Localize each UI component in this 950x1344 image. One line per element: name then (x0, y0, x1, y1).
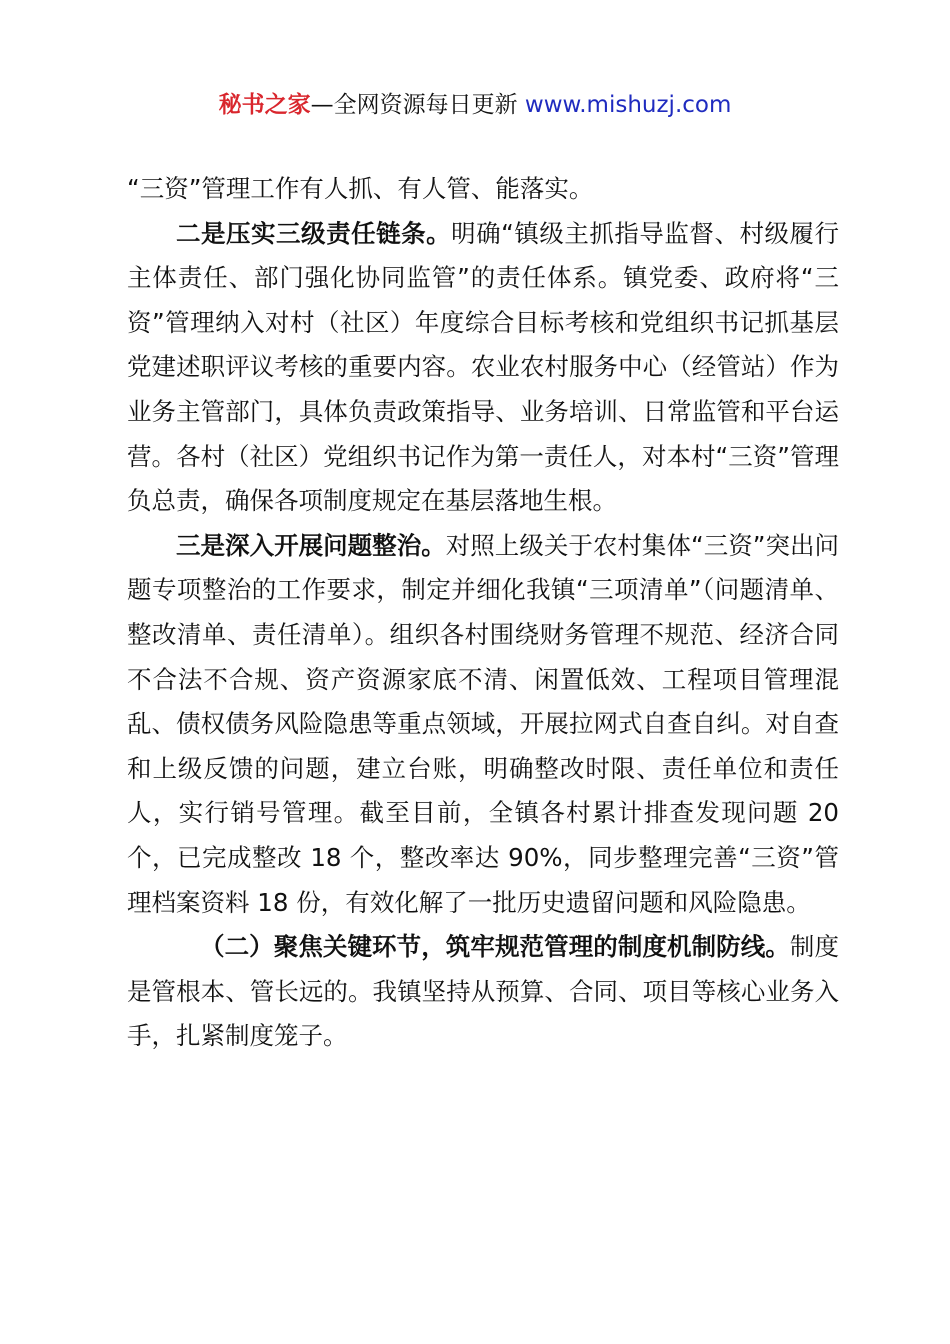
brand-name: 秘书之家 (218, 92, 311, 118)
paragraph-lead: 三是深入开展问题整治。 (176, 530, 446, 560)
paragraph-text: 明确“镇级主抓指导监督、村级履行主体责任、部门强化协同监管”的责任体系。镇党委、政府将“三资”管理纳入对村（社区）年度综合目标考核和党组织书记抓基层党建述职评议考核的重要内容。农业农村服务中心（经管站）作为业务主管部门，具体负责政策指导、业务培训、日常监管和平台运营。各村（社区）党组织书记作为第一责任人，对本村“三资”管理负总责，确保各项制度规定在基层落地生根。 (127, 218, 839, 516)
paragraph-lead: 二是压实三级责任链条。 (176, 218, 452, 248)
document-body (127, 167, 839, 1059)
paragraph-text: 对照上级关于农村集体“三资”突出问题专项整治的工作要求，制定并细化我镇“三项清单”（问题清单、整改清单、责任清单）。组织各村围绕财务管理不规范、经济合同不合法不合规、资产资源家底不清、闲置低效、工程项目管理混乱、债权债务风险隐患等重点领域，开展拉网式自查自纠。对自查和上级反馈的问题，建立台账，明确整改时限、责任单位和责任人，实行销号管理。截至目前，全镇各村累计排查发现问题 20 个，已完成整改 18 个，整改率达 90%，同步整理完善“三资”管理档案资料 18 份，有效化解了一批历史遗留问题和风险隐患。 (127, 530, 839, 917)
section-heading: （二）聚焦关键环节，筑牢规范管理的制度机制防线。 (200, 932, 790, 962)
page-header (0, 88, 950, 122)
paragraph-responsibility-chain (127, 212, 839, 524)
paragraph-text: 制度是管根本、管长远的。我镇坚持从预算、合同、项目等核心业务入手，扎紧制度笼子。 (127, 932, 840, 1051)
site-url-link[interactable]: www.mishuzj.com (524, 92, 732, 118)
paragraph-problem-rectification (127, 524, 839, 925)
section-heading-paragraph (127, 925, 839, 1059)
paragraph-continuation (127, 167, 839, 212)
paragraph-text: “三资”管理工作有人抓、有人管、能落实。 (127, 174, 594, 203)
header-tagline: —全网资源每日更新 (310, 92, 525, 118)
